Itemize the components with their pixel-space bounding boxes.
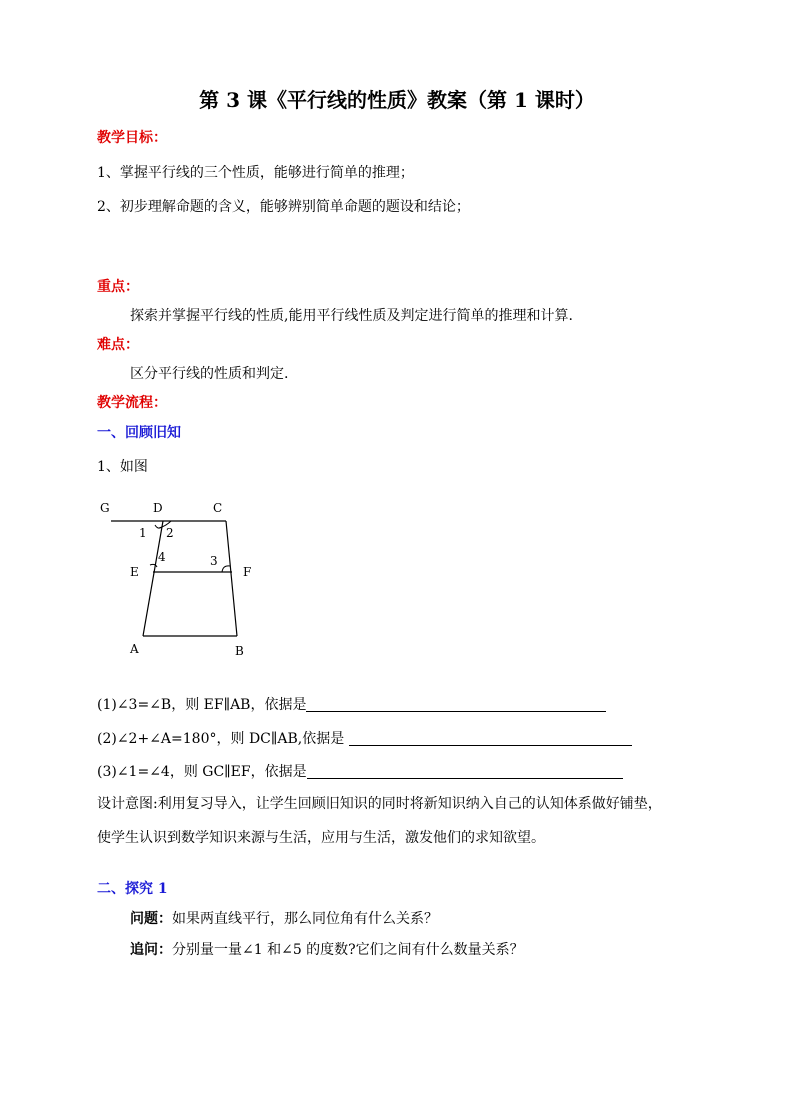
label-G: G [100,501,110,515]
label-B: B [235,644,244,658]
goal-item-1: 1、掌握平行线的三个性质，能够进行简单的推理； [97,165,414,181]
question-2 [97,730,632,746]
question-2-text: (2)∠2+∠A=180°，则 DC∥AB,依据是 [97,731,345,747]
key-point-text: 探索并掌握平行线的性质,能用平行线性质及判定进行简单的推理和计算. [130,308,573,324]
geometry-figure [95,495,265,665]
followup-label: 追问： [130,942,172,958]
answer-blank-3[interactable] [307,763,623,779]
angle-4-label: 4 [158,550,166,564]
question-line [130,912,438,926]
goals-heading: 教学目标： [97,130,167,146]
goal-item-2: 2、初步理解命题的含义，能够辨别简单命题的题设和结论； [97,199,470,215]
question-3-text: (3)∠1=∠4，则 GC∥EF，依据是 [97,764,307,780]
flow-heading: 教学流程： [97,395,167,411]
difficulty-text: 区分平行线的性质和判定. [130,366,289,382]
difficulty-heading: 难点： [97,337,139,353]
key-point-heading: 重点： [97,279,139,295]
label-E: E [130,565,139,579]
design-intent-line2: 使学生认识到数学知识来源与生活，应用与生活，激发他们的求知欲望。 [97,830,545,846]
label-F: F [243,565,252,579]
design-intent-line1: 设计意图:利用复习导入，让学生回顾旧知识的同时将新知识纳入自己的认知体系做好铺垫， [97,796,662,812]
question-1-text: (1)∠3=∠B，则 EF∥AB，依据是 [97,697,307,713]
label-D: D [153,501,163,515]
question-label: 问题： [130,911,172,927]
label-A: A [130,642,139,656]
label-C: C [213,501,223,515]
question-3 [97,763,623,779]
section1-heading: 一、回顾旧知 [97,425,181,441]
angle-3-label: 3 [210,554,218,568]
section2-heading: 二、探究 1 [97,881,168,897]
question-intro: 1、如图 [97,459,148,475]
angle-2-label: 2 [166,526,174,540]
page-title: 第 3 课《平行线的性质》教案（第 1 课时） [199,88,595,112]
followup-line [130,943,524,957]
followup-text: 分别量一量∠1 和∠5 的度数?它们之间有什么数量关系？ [172,942,524,958]
question-1 [97,696,606,712]
question-text: 如果两直线平行，那么同位角有什么关系？ [172,911,438,927]
answer-blank-1[interactable] [306,696,606,712]
answer-blank-2[interactable] [349,730,632,746]
angle-1-label: 1 [139,526,147,540]
